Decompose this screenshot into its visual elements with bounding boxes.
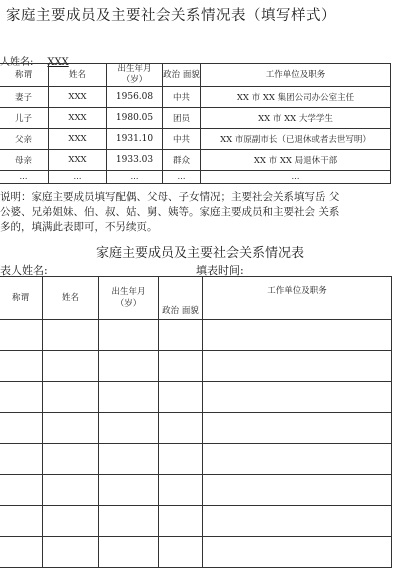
ellipsis-cell: … <box>107 171 163 184</box>
sample-row <box>0 108 391 129</box>
blank-cell[interactable] <box>159 444 203 475</box>
blank-cell[interactable] <box>99 506 159 537</box>
sample-cell-unit: XX 市 XX 局退休干部 <box>201 150 391 171</box>
blank-cell[interactable] <box>99 351 159 382</box>
blank-cell[interactable] <box>43 320 99 351</box>
blank-cell[interactable] <box>99 537 159 568</box>
blank-cell[interactable] <box>99 444 159 475</box>
sample-table <box>0 63 391 184</box>
sample-row <box>0 150 391 171</box>
blank-cell[interactable] <box>203 320 392 351</box>
blank-cell[interactable] <box>0 506 43 537</box>
blank-cell[interactable] <box>159 382 203 413</box>
sample-row <box>0 87 391 108</box>
blank-cell[interactable] <box>0 320 43 351</box>
blank-table <box>0 276 392 568</box>
blank-header-name: 姓名 <box>43 277 99 320</box>
header-birth-line2: （岁） <box>121 75 148 85</box>
blank-cell[interactable] <box>99 413 159 444</box>
sample-cell-unit: XX 市 XX 大学学生 <box>201 108 391 129</box>
sample-cell-birth: 1956.08 <box>107 87 163 108</box>
blank-row <box>0 382 392 413</box>
blank-header-birth-line2: （岁） <box>115 299 142 309</box>
blank-filler-label: 表人姓名: <box>0 264 48 277</box>
blank-row <box>0 413 392 444</box>
blank-cell[interactable] <box>0 444 43 475</box>
sample-cell-relation: 妻子 <box>0 87 49 108</box>
blank-row <box>0 537 392 568</box>
sample-cell-unit: XX 市原副市长（已退休或者去世写明） <box>201 129 391 150</box>
sample-cell-relation: 母亲 <box>0 150 49 171</box>
sample-cell-party: 中共 <box>163 129 201 150</box>
header-relation: 称谓 <box>0 64 49 87</box>
ellipsis-cell: … <box>163 171 201 184</box>
blank-cell[interactable] <box>43 506 99 537</box>
blank-cell[interactable] <box>159 413 203 444</box>
sample-cell-party: 团员 <box>163 108 201 129</box>
blank-fill-time-label: 填表时间: <box>196 264 244 277</box>
blank-cell[interactable] <box>0 537 43 568</box>
sample-cell-birth: 1980.05 <box>107 108 163 129</box>
sample-cell-birth: 1931.10 <box>107 129 163 150</box>
sample-cell-relation: 父亲 <box>0 129 49 150</box>
blank-cell[interactable] <box>43 537 99 568</box>
note-line-2: 公婆、兄弟姐妹、伯、叔、姑、舅、姨等。家庭主要成员和主要社会 关系 <box>0 206 340 218</box>
ellipsis-cell: … <box>49 171 107 184</box>
blank-header-birth-line1: 出生年月 <box>111 287 146 297</box>
sample-cell-birth: 1933.03 <box>107 150 163 171</box>
blank-row <box>0 475 392 506</box>
sample-filler-label: 人姓名: <box>0 57 34 68</box>
blank-cell[interactable] <box>203 382 392 413</box>
blank-cell[interactable] <box>0 475 43 506</box>
blank-cell[interactable] <box>159 537 203 568</box>
blank-cell[interactable] <box>99 475 159 506</box>
blank-cell[interactable] <box>99 382 159 413</box>
blank-cell[interactable] <box>203 413 392 444</box>
blank-cell[interactable] <box>159 320 203 351</box>
header-unit: 工作单位及职务 <box>201 64 391 87</box>
sample-cell-relation: 儿子 <box>0 108 49 129</box>
sample-cell-name: XXX <box>49 87 107 108</box>
sample-filler-value: XXX <box>47 57 69 68</box>
sample-cell-name: XXX <box>49 129 107 150</box>
ellipsis-cell: … <box>0 171 49 184</box>
ellipsis-cell: … <box>201 171 391 184</box>
sample-cell-unit: XX 市 XX 集团公司办公室主任 <box>201 87 391 108</box>
note-line-3: 多的，填满此表即可，不另续页。 <box>0 221 158 233</box>
blank-cell[interactable] <box>203 537 392 568</box>
blank-cell[interactable] <box>203 506 392 537</box>
blank-cell[interactable] <box>43 413 99 444</box>
sample-cell-name: XXX <box>49 150 107 171</box>
blank-cell[interactable] <box>159 475 203 506</box>
sample-table-header <box>0 64 391 87</box>
blank-row <box>0 506 392 537</box>
blank-row <box>0 351 392 382</box>
blank-row <box>0 444 392 475</box>
blank-header-birth <box>99 277 159 320</box>
header-name: 姓名 <box>49 64 107 87</box>
sample-cell-party: 中共 <box>163 87 201 108</box>
blank-cell[interactable] <box>43 382 99 413</box>
note-line-1: 说明：家庭主要成员填写配偶、父母、子女情况；主要社会关系填写岳 父 <box>0 191 340 203</box>
note-paragraph <box>0 190 400 235</box>
blank-cell[interactable] <box>203 444 392 475</box>
sample-cell-name: XXX <box>49 108 107 129</box>
blank-header-party: 政治 面貌 <box>159 277 203 320</box>
blank-cell[interactable] <box>0 351 43 382</box>
blank-cell[interactable] <box>159 506 203 537</box>
blank-header-relation: 称谓 <box>0 277 43 320</box>
sample-row <box>0 129 391 150</box>
blank-cell[interactable] <box>203 351 392 382</box>
blank-cell[interactable] <box>203 475 392 506</box>
blank-cell[interactable] <box>0 413 43 444</box>
blank-row <box>0 320 392 351</box>
blank-cell[interactable] <box>43 351 99 382</box>
header-birth <box>107 64 163 87</box>
header-party: 政治 面貌 <box>163 64 201 87</box>
blank-cell[interactable] <box>43 475 99 506</box>
blank-cell[interactable] <box>43 444 99 475</box>
blank-cell[interactable] <box>159 351 203 382</box>
blank-cell[interactable] <box>99 320 159 351</box>
sample-title: 家庭主要成员及主要社会关系情况表（填写样式） <box>6 8 336 24</box>
sample-ellipsis-row <box>0 171 391 184</box>
blank-form-title: 家庭主要成员及主要社会关系情况表 <box>95 246 304 261</box>
blank-table-header <box>0 277 392 320</box>
blank-header-unit: 工作单位及职务 <box>203 277 392 320</box>
header-birth-line1: 出生年月 <box>117 64 152 74</box>
blank-cell[interactable] <box>0 382 43 413</box>
sample-cell-party: 群众 <box>163 150 201 171</box>
